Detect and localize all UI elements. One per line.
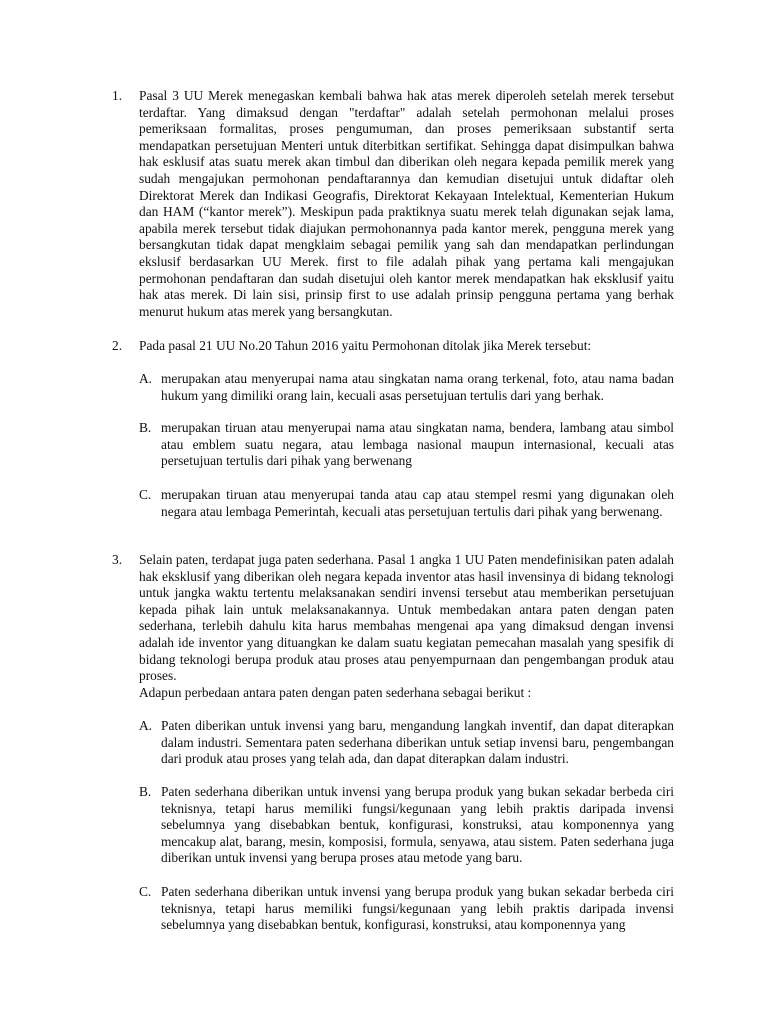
sub-item-2b	[112, 420, 674, 470]
list-item-text: Pasal 3 UU Merek menegaskan kembali bahwa hak atas merek diperoleh setelah merek tersebut terdaftar. Yang dimaksud dengan "terdaftar" adalah setelah permohonan melalui proses pemeriksaan formalitas, proses pengumuman, dan proses pemeriksaan substantif serta mendapatkan persetujuan Menteri untuk diterbitkan sertifikat. Sehingga dapat disimpulkan bahwa hak esklusif atas suatu merek akan timbul dan diberikan oleh negara kepada pemilik merek yang sudah mengajukan permohonan pendaftarannya dan kemudian disetujui untuk didaftar oleh Direktorat Merek dan Indikasi Geografis, Direktorat Kekayaan Intelektual, Kementerian Hukum dan HAM (“kantor merek”). Meskipun pada praktiknya suatu merek telah digunakan sejak lama, apabila merek tersebut tidak diajukan permohonannya pada kantor merek, pengguna merek yang bersangkutan tidak dapat mengklaim sebagai pemilik yang sah dan mendapatkan perlindungan ekslusif berdasarkan UU Merek. first to file adalah pihak yang pertama kali mengajukan permohonan pendaftaran dan sudah disetujui oleh kantor merek mendapatkan hak eksklusif yaitu hak atas merek. Di lain sisi, prinsip first to use adalah prinsip pengguna pertama yang berhak menurut hukum atas merek yang bersangkutan.	[139, 88, 674, 319]
list-item-2	[112, 338, 674, 355]
list-item-number: 2.	[112, 338, 123, 353]
list-item-3	[112, 552, 674, 701]
list-item-number: 3.	[112, 552, 123, 567]
sub-item-text: Paten sederhana diberikan untuk invensi yang berupa produk yang bukan sekadar berbeda ciri teknisnya, tetapi harus memiliki fungsi/kegunaan yang lebih praktis daripada invensi sebelumnya yang disebabkan bentuk, konfigurasi, konstruksi, atau komponennya yang	[161, 884, 674, 933]
list-item-text-continuation: Adapun perbedaan antara paten dengan paten sederhana sebagai berikut :	[139, 684, 532, 700]
sub-item-text: merupakan tiruan atau menyerupai tanda atau cap atau stempel resmi yang digunakan oleh negara atau lembaga Pemerintah, kecuali atas persetujuan tertulis dari pihak yang berwenang.	[161, 487, 674, 519]
sub-item-text: merupakan atau menyerupai nama atau singkatan nama orang terkenal, foto, atau nama badan hukum yang dimiliki orang lain, kecuali asas persetujuan tertulis dari yang berhak.	[161, 371, 674, 403]
sub-item-3c	[112, 884, 674, 934]
sub-item-2a	[112, 371, 674, 404]
list-item-number: 1.	[112, 88, 123, 103]
sub-item-text: merupakan tiruan atau menyerupai nama atau singkatan nama, bendera, lambang atau simbol atau emblem suatu negara, atau lembaga nasional maupun internasional, kecuali atas persetujuan tertulis dari pihak yang berwenang	[161, 420, 674, 469]
sub-item-text: Paten sederhana diberikan untuk invensi yang berupa produk yang bukan sekadar berbeda ciri teknisnya, tetapi harus memiliki fungsi/kegunaan yang lebih praktis daripada invensi sebelumnya yang disebabkan bentuk, konfigurasi, konstruksi, atau komponennya yang mencakup alat, barang, mesin, komposisi, formula, senyawa, atau sistem. Paten sederhana juga diberikan untuk invensi yang berupa proses atau metode yang baru.	[161, 784, 674, 866]
sub-item-2c	[112, 487, 674, 520]
sub-item-letter: A.	[139, 371, 153, 386]
sub-item-letter: A.	[139, 718, 153, 733]
sub-item-3a	[112, 718, 674, 768]
sub-item-text: Paten diberikan untuk invensi yang baru, mengandung langkah inventif, dan dapat diterapkan dalam industri. Sementara paten sederhana diberikan untuk setiap invensi baru, pengembangan dari produk atau proses yang telah ada, dan dapat diterapkan dalam industri.	[161, 718, 674, 767]
list-item-text: Selain paten, terdapat juga paten sederhana. Pasal 1 angka 1 UU Paten mendefinisikan paten adalah hak eksklusif yang diberikan oleh negara kepada inventor atas hasil invensinya di bidang teknologi untuk jangka waktu tertentu melaksanakan sendiri invensi tersebut atau memberikan persetujuan kepada pihak lain untuk melaksanakannya. Untuk membedakan antara paten dengan paten sederhana, terlebih dahulu kita harus membahas mengenai apa yang dimaksud dengan invensi adalah ide inventor yang dituangkan ke dalam suatu kegiatan pemecahan masalah yang spesifik di bidang teknologi berupa produk atau proses atau penyempurnaan dan pengembangan produk atau proses.	[139, 552, 674, 684]
list-item-text: Pada pasal 21 UU No.20 Tahun 2016 yaitu Permohonan ditolak jika Merek tersebut:	[139, 338, 592, 353]
sub-item-letter: B.	[139, 420, 152, 435]
sub-item-letter: B.	[139, 784, 152, 799]
list-item-1	[112, 88, 674, 320]
sub-item-letter: C.	[139, 884, 152, 899]
sub-item-letter: C.	[139, 487, 152, 502]
sub-item-3b	[112, 784, 674, 867]
